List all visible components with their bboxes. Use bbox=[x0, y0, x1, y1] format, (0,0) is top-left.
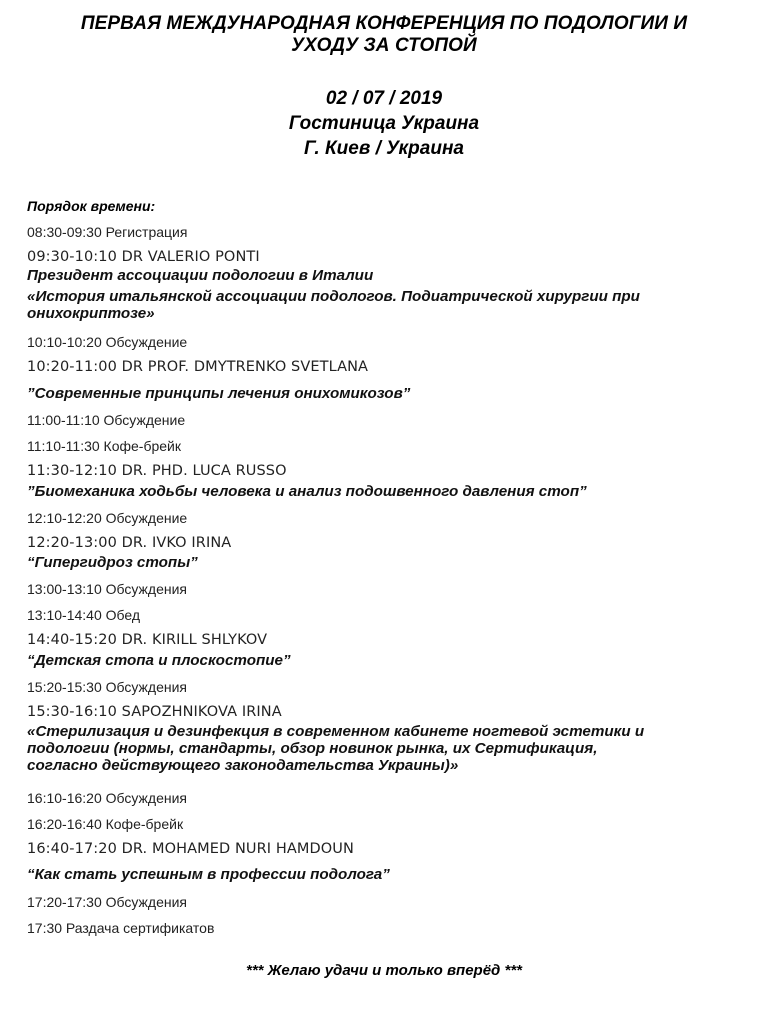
schedule-item-lunch: 13:10-14:40 Обед bbox=[27, 607, 141, 623]
schedule-item-speaker-dmytrenko: 10:20-11:00 DR PROF. DMYTRENKO SVETLANA bbox=[27, 359, 369, 375]
page-title bbox=[24, 13, 744, 57]
title-line-1: ПЕРВАЯ МЕЖДУНАРОДНАЯ КОНФЕРЕНЦИЯ ПО ПОДОЛОГИИ И bbox=[80, 13, 688, 34]
speaker-ponti-role: Президент ассоциации подологии в Италии bbox=[27, 267, 374, 284]
speaker-hamdoun-topic: “Как стать успешным в профессии подолога” bbox=[27, 866, 390, 883]
speaker-ponti-topic-line-2: онихокриптозе» bbox=[27, 305, 155, 322]
schedule-item-speaker-sapozhnikova: 15:30-16:10 SAPOZHNIKOVA IRINA bbox=[27, 704, 282, 720]
schedule-item-discussion-7: 17:20-17:30 Обсуждения bbox=[27, 894, 187, 910]
speaker-sapozhnikova-topic-line-2: подологии (нормы, стандарты, обзор новинок рынка, их Сертификация, bbox=[27, 740, 598, 757]
schedule-item-speaker-shlykov: 14:40-15:20 DR. KIRILL SHLYKOV bbox=[27, 632, 268, 648]
speaker-ponti-topic-line-1: «История итальянской ассоциации подологов. Подиатрической хирургии при bbox=[27, 288, 640, 305]
schedule-heading: Порядок времени: bbox=[27, 198, 156, 214]
schedule-item-coffee-break-2: 16:20-16:40 Кофе-брейк bbox=[27, 816, 184, 832]
schedule-item-speaker-ponti: 09:30-10:10 DR VALERIO PONTI bbox=[27, 249, 260, 265]
schedule-item-discussion-2: 11:00-11:10 Обсуждение bbox=[27, 412, 186, 428]
speaker-shlykov-topic: “Детская стопа и плоскостопие” bbox=[27, 652, 291, 669]
title-line-2: УХОДУ ЗА СТОПОЙ bbox=[291, 35, 477, 56]
speaker-ponti-topic bbox=[27, 288, 747, 322]
schedule-item-coffee-break-1: 11:10-11:30 Кофе-брейк bbox=[27, 438, 181, 454]
schedule-item-speaker-ivko: 12:20-13:00 DR. IVKO IRINA bbox=[27, 535, 232, 551]
schedule-item-registration: 08:30-09:30 Регистрация bbox=[27, 224, 188, 240]
event-details bbox=[24, 86, 744, 161]
closing-wish: *** Желаю удачи и только вперёд *** bbox=[245, 962, 522, 979]
schedule-item-discussion-3: 12:10-12:20 Обсуждение bbox=[27, 510, 188, 526]
schedule-item-certificates: 17:30 Раздача сертификатов bbox=[27, 920, 215, 936]
schedule-item-discussion-1: 10:10-10:20 Обсуждение bbox=[27, 334, 188, 350]
speaker-dmytrenko-topic: ”Современные принципы лечения онихомикозов” bbox=[27, 385, 411, 402]
schedule-item-speaker-russo: 11:30-12:10 DR. PHD. LUCA RUSSO bbox=[27, 463, 287, 479]
schedule-item-discussion-6: 16:10-16:20 Обсуждения bbox=[27, 790, 187, 806]
event-venue: Гостиница Украина bbox=[288, 113, 480, 134]
speaker-sapozhnikova-topic-line-3: согласно действующего законодательства Украины)» bbox=[27, 757, 459, 774]
event-date: 02 / 07 / 2019 bbox=[325, 88, 443, 109]
schedule-item-speaker-hamdoun: 16:40-17:20 DR. MOHAMED NURI HAMDOUN bbox=[27, 841, 354, 857]
speaker-sapozhnikova-topic-line-1: «Стерилизация и дезинфекция в современном кабинете ногтевой эстетики и bbox=[27, 723, 645, 740]
speaker-ivko-topic: “Гипергидроз стопы” bbox=[27, 554, 198, 571]
speaker-sapozhnikova-topic bbox=[27, 723, 747, 774]
schedule-item-discussion-4: 13:00-13:10 Обсуждения bbox=[27, 581, 187, 597]
event-city: Г. Киев / Украина bbox=[303, 138, 465, 159]
schedule-item-discussion-5: 15:20-15:30 Обсуждения bbox=[27, 679, 187, 695]
speaker-russo-topic: ”Биомеханика ходьбы человека и анализ подошвенного давления стоп” bbox=[27, 483, 587, 500]
